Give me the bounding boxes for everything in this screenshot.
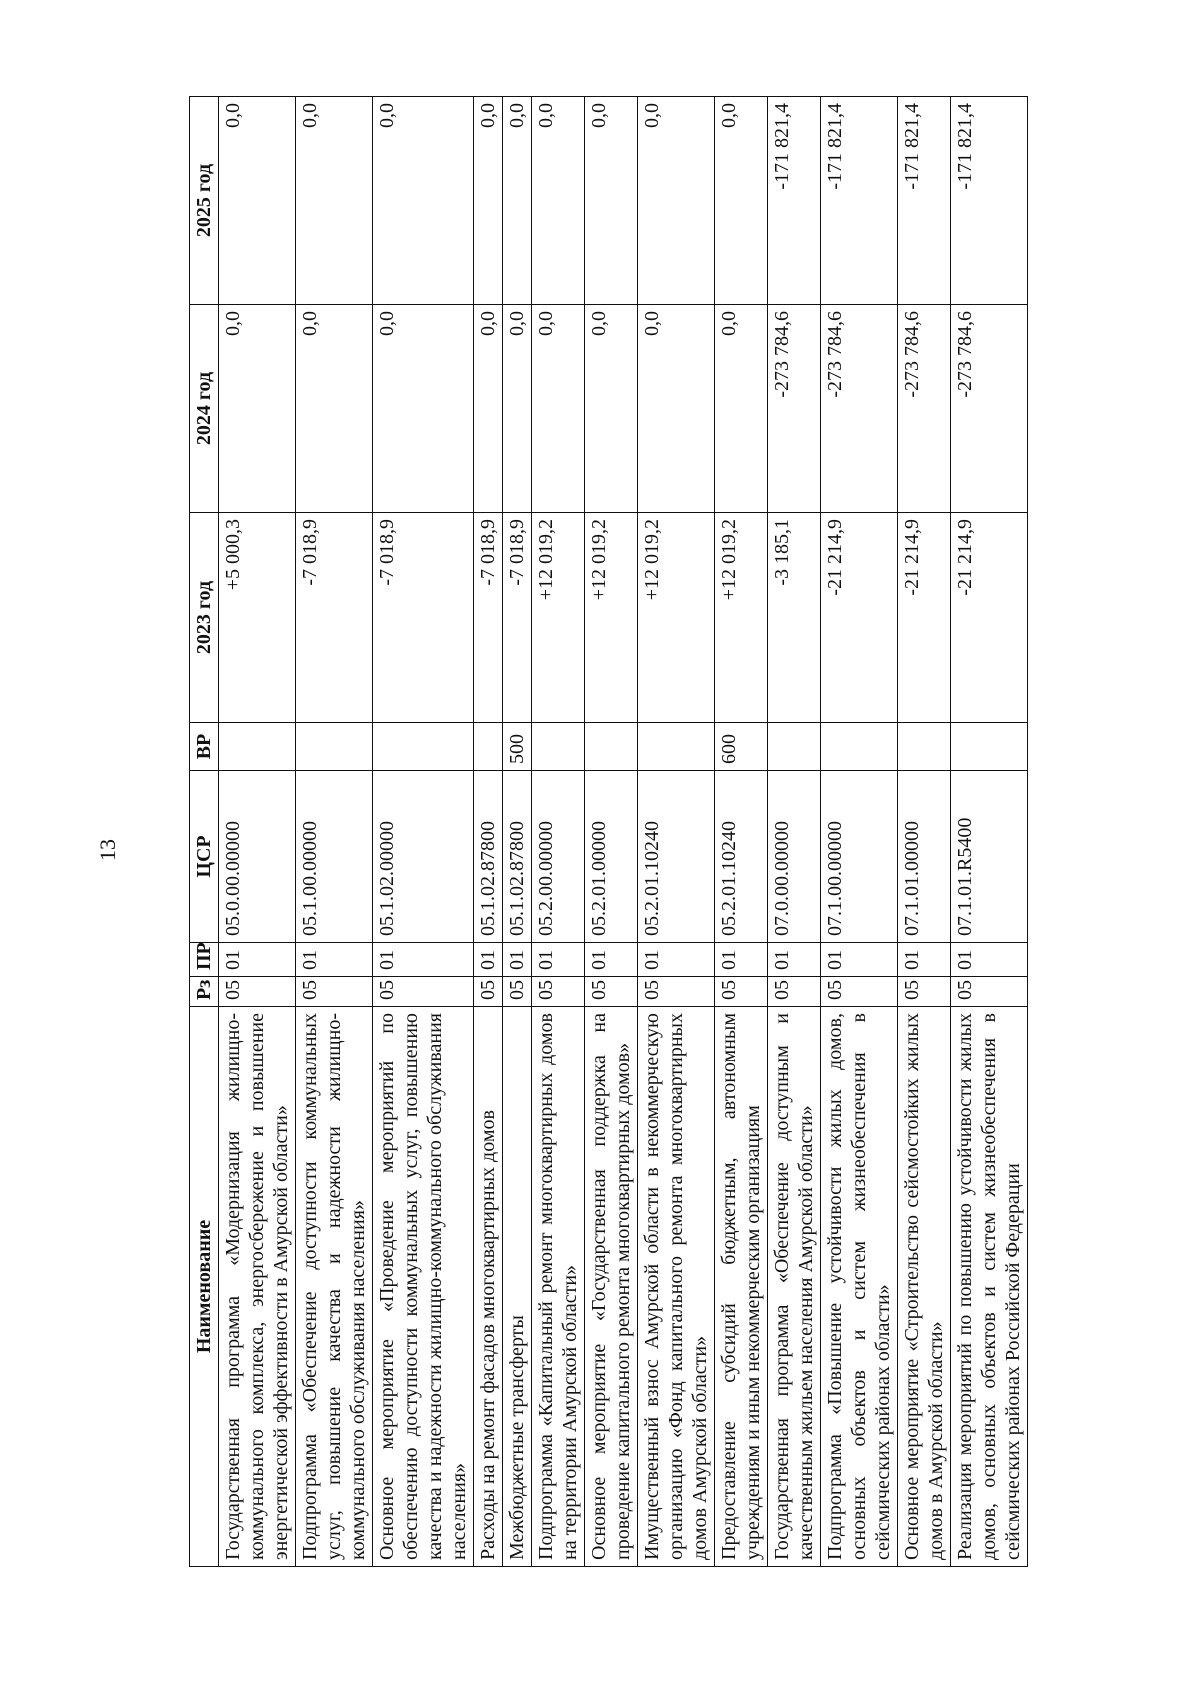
row-csr: 07.1.01.00000 [898, 771, 951, 943]
row-value-2024: 0,0 [715, 305, 768, 513]
row-name: Реализация мероприятий по повышению устойчивости жилых домов, основных объектов и систем жизнеобеспечения в сейсмических районах Российской Федерации [951, 1007, 1028, 1567]
row-value-2025: 0,0 [585, 97, 638, 305]
row-name: Государственная программа «Обеспечение доступным и качественным жильем населения Амурской области» [768, 1007, 821, 1567]
header-rz: Рз [190, 977, 219, 1007]
row-value-2024: 0,0 [474, 305, 503, 513]
header-2025: 2025 год [190, 97, 219, 305]
header-pr: ПР [190, 943, 219, 977]
row-vr [296, 723, 373, 771]
row-value-2025: 0,0 [474, 97, 503, 305]
budget-table [189, 96, 1028, 1567]
table-row [373, 97, 474, 1567]
row-value-2023: +12 019,2 [532, 513, 585, 723]
table-row [821, 97, 898, 1567]
row-value-2024: 0,0 [532, 305, 585, 513]
row-rz: 05 [585, 977, 638, 1007]
header-2024: 2024 год [190, 305, 219, 513]
row-value-2023: -7 018,9 [373, 513, 474, 723]
row-pr: 01 [898, 943, 951, 977]
row-vr [532, 723, 585, 771]
row-pr: 01 [474, 943, 503, 977]
row-vr [474, 723, 503, 771]
table-row [585, 97, 638, 1567]
row-rz: 05 [296, 977, 373, 1007]
row-value-2023: -7 018,9 [296, 513, 373, 723]
row-value-2025: 0,0 [715, 97, 768, 305]
row-rz: 05 [219, 977, 296, 1007]
row-pr: 01 [503, 943, 532, 977]
header-2023: 2023 год [190, 513, 219, 723]
row-name: Имущественный взнос Амурской области в некоммерческую организацию «Фонд капитального ремонта многоквартирных домов Амурской области» [638, 1007, 715, 1567]
row-value-2025: -171 821,4 [951, 97, 1028, 305]
row-rz: 05 [951, 977, 1028, 1007]
row-value-2024: 0,0 [219, 305, 296, 513]
table-row [715, 97, 768, 1567]
row-vr [768, 723, 821, 771]
row-value-2023: +12 019,2 [585, 513, 638, 723]
row-rz: 05 [532, 977, 585, 1007]
row-pr: 01 [821, 943, 898, 977]
row-value-2023: -7 018,9 [474, 513, 503, 723]
row-value-2024: -273 784,6 [951, 305, 1028, 513]
row-value-2023: -21 214,9 [821, 513, 898, 723]
row-csr: 05.2.00.00000 [532, 771, 585, 943]
row-csr: 07.1.01.R5400 [951, 771, 1028, 943]
row-rz: 05 [503, 977, 532, 1007]
row-name: Подпрограмма «Обеспечение доступности коммунальных услуг, повышение качества и надежности жилищно-коммунального обслуживания населения» [296, 1007, 373, 1567]
row-pr: 01 [219, 943, 296, 977]
row-rz: 05 [898, 977, 951, 1007]
header-csr: ЦСР [190, 771, 219, 943]
row-value-2025: 0,0 [532, 97, 585, 305]
table-row [474, 97, 503, 1567]
row-name: Государственная программа «Модернизация жилищно-коммунального комплекса, энергосбережение и повышение энергетической эффективности в Амурской области» [219, 1007, 296, 1567]
row-value-2025: 0,0 [373, 97, 474, 305]
row-vr [585, 723, 638, 771]
row-vr [951, 723, 1028, 771]
table-row [219, 97, 296, 1567]
row-value-2025: 0,0 [219, 97, 296, 305]
row-rz: 05 [373, 977, 474, 1007]
row-rz: 05 [474, 977, 503, 1007]
row-value-2025: -171 821,4 [821, 97, 898, 305]
row-vr: 600 [715, 723, 768, 771]
row-csr: 05.2.01.00000 [585, 771, 638, 943]
row-vr [821, 723, 898, 771]
row-pr: 01 [296, 943, 373, 977]
table-row [532, 97, 585, 1567]
row-value-2024: -273 784,6 [821, 305, 898, 513]
row-value-2024: 0,0 [503, 305, 532, 513]
row-rz: 05 [768, 977, 821, 1007]
row-rz: 05 [821, 977, 898, 1007]
row-value-2025: 0,0 [638, 97, 715, 305]
row-csr: 05.2.01.10240 [715, 771, 768, 943]
row-value-2024: -273 784,6 [898, 305, 951, 513]
table-header-row [190, 97, 219, 1567]
row-rz: 05 [638, 977, 715, 1007]
rotated-table-container [189, 97, 1069, 1567]
row-value-2024: 0,0 [585, 305, 638, 513]
row-csr: 05.2.01.10240 [638, 771, 715, 943]
row-csr: 05.0.00.00000 [219, 771, 296, 943]
row-name: Предоставление субсидий бюджетным, автономным учреждениям и иным некоммерческим организациям [715, 1007, 768, 1567]
row-value-2025: -171 821,4 [898, 97, 951, 305]
header-name: Наименование [190, 1007, 219, 1567]
row-value-2023: -21 214,9 [898, 513, 951, 723]
table-body [219, 97, 1028, 1567]
row-vr [898, 723, 951, 771]
table-row [503, 97, 532, 1567]
row-pr: 01 [585, 943, 638, 977]
row-vr [219, 723, 296, 771]
table-row [951, 97, 1028, 1567]
row-name: Основное мероприятие «Проведение мероприятий по обеспечению доступности коммунальных услуг, повышению качества и надежности жилищно-коммунального обслуживания населения» [373, 1007, 474, 1567]
row-name: Основное мероприятие «Государственная поддержка на проведение капитального ремонта многоквартирных домов» [585, 1007, 638, 1567]
row-csr: 05.1.02.00000 [373, 771, 474, 943]
row-name: Подпрограмма «Капитальный ремонт многоквартирных домов на территории Амурской области» [532, 1007, 585, 1567]
row-vr [373, 723, 474, 771]
page-number: 13 [95, 839, 120, 861]
table-row [296, 97, 373, 1567]
row-csr: 07.1.00.00000 [821, 771, 898, 943]
header-vr: ВР [190, 723, 219, 771]
row-value-2023: +5 000,3 [219, 513, 296, 723]
row-value-2024: 0,0 [638, 305, 715, 513]
row-value-2023: -7 018,9 [503, 513, 532, 723]
row-vr: 500 [503, 723, 532, 771]
row-pr: 01 [768, 943, 821, 977]
row-pr: 01 [532, 943, 585, 977]
row-pr: 01 [715, 943, 768, 977]
row-value-2023: -3 185,1 [768, 513, 821, 723]
row-csr: 05.1.02.87800 [474, 771, 503, 943]
row-csr: 05.1.02.87800 [503, 771, 532, 943]
row-name: Подпрограмма «Повышение устойчивости жилых домов, основных объектов и систем жизнеобеспечения в сейсмических районах области» [821, 1007, 898, 1567]
row-value-2024: 0,0 [373, 305, 474, 513]
table-row [898, 97, 951, 1567]
row-value-2024: 0,0 [296, 305, 373, 513]
row-name: Межбюджетные трансферты [503, 1007, 532, 1567]
row-value-2025: 0,0 [296, 97, 373, 305]
row-value-2024: -273 784,6 [768, 305, 821, 513]
row-pr: 01 [373, 943, 474, 977]
row-value-2025: 0,0 [503, 97, 532, 305]
row-value-2023: +12 019,2 [638, 513, 715, 723]
table-row [768, 97, 821, 1567]
row-pr: 01 [951, 943, 1028, 977]
row-vr [638, 723, 715, 771]
row-value-2023: +12 019,2 [715, 513, 768, 723]
row-rz: 05 [715, 977, 768, 1007]
row-pr: 01 [638, 943, 715, 977]
table-row [638, 97, 715, 1567]
row-name: Основное мероприятие «Строительство сейсмостойких жилых домов в Амурской области» [898, 1007, 951, 1567]
row-value-2023: -21 214,9 [951, 513, 1028, 723]
row-value-2025: -171 821,4 [768, 97, 821, 305]
row-csr: 07.0.00.00000 [768, 771, 821, 943]
row-csr: 05.1.00.00000 [296, 771, 373, 943]
row-name: Расходы на ремонт фасадов многоквартирных домов [474, 1007, 503, 1567]
